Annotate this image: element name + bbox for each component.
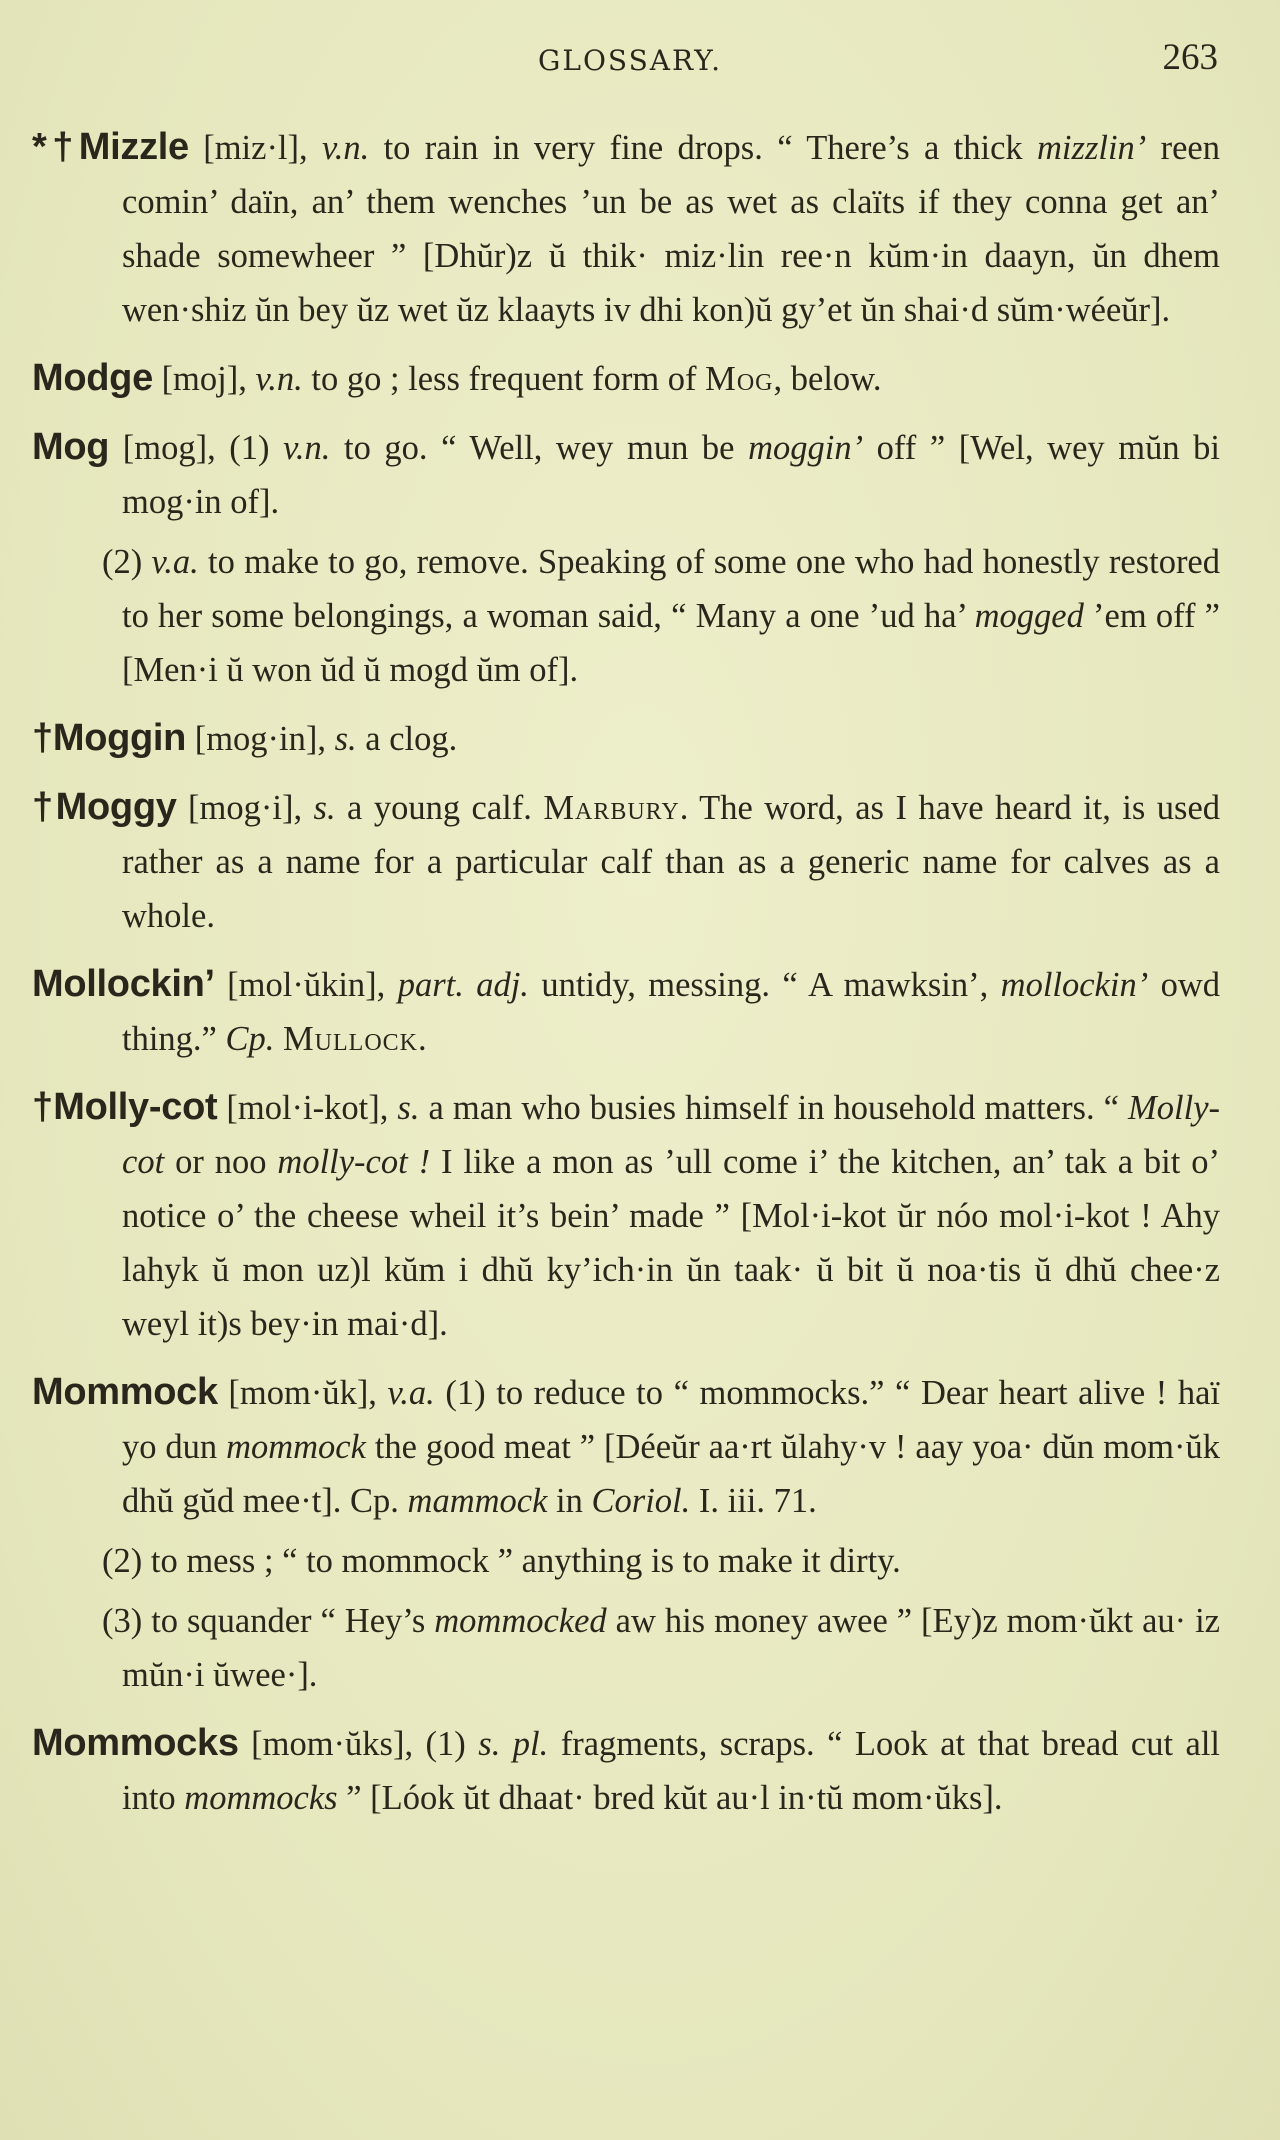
entry-text: [mol·ŭkin], — [214, 966, 398, 1004]
entry-text: untidy, messing. “ A mawksin’, — [528, 966, 1001, 1004]
cross-reference: Marbury — [543, 789, 680, 827]
entry-text: owd thing.” — [122, 966, 1221, 1058]
cross-reference: Mullock — [283, 1020, 419, 1058]
glossary-entries — [32, 120, 1220, 1839]
italic-text: mogged — [974, 597, 1084, 635]
italic-text: mammock — [407, 1482, 548, 1520]
entry-headword: Modge — [32, 357, 153, 399]
italic-text: Cp. — [225, 1020, 275, 1058]
entry-text: (2) to mess ; “ to mommock ” anything is to make it dirty. — [102, 1542, 901, 1580]
entry-headword: *†Mizzle — [32, 126, 189, 168]
entry-text: . — [418, 1020, 427, 1058]
entry-text: a man who busies himself in household matters. “ — [419, 1089, 1129, 1127]
entry-text: ’em off ” [Men·i ŭ won ŭd ŭ mogd ŭm of]. — [122, 597, 1220, 689]
entry-text: to make to go, remove. Speaking of some one who had honestly restored to her some belongings, a woman said, “ Many a one ’ud ha’ — [122, 543, 1220, 635]
italic-text: part. adj. — [397, 966, 529, 1004]
entry-text: reen comin’ daïn, an’ them wenches ’un be as wet as claïts if they conna get an’ shade somewheer ” [Dhŭr)z ŭ thik· miz·lin ree·n kŭm·in daayn, ŭn dhem wen·shiz ŭn bey ŭz wet ŭz klaayts iv dhi kon)ŭ gy’et ŭn shai·d sŭm·wéeŭr]. — [122, 129, 1220, 329]
running-title: GLOSSARY. — [538, 44, 723, 77]
entry-text: [mom·ŭk], — [217, 1374, 388, 1412]
entry-text: [mog·in], — [186, 720, 335, 758]
entry-text: [moj], — [152, 360, 256, 398]
glossary-entry — [32, 420, 1220, 529]
entry-text: to rain in very fine drops. “ There’s a thick — [369, 129, 1038, 167]
entry-text: a clog. — [356, 720, 458, 758]
entry-headword: Mog — [32, 426, 110, 468]
entry-headword: Mollockin’ — [32, 963, 215, 1005]
glossary-entry — [32, 1080, 1220, 1351]
glossary-sense — [32, 1594, 1220, 1702]
italic-text: s. — [397, 1089, 420, 1127]
glossary-entry — [32, 1365, 1220, 1528]
entry-headword: †Molly-cot — [32, 1086, 218, 1128]
entry-text: [mol·i-kot], — [217, 1089, 398, 1127]
entry-text: aw his money awee ” [Ey)z mom·ŭkt au· iz mŭn·i ŭwee·]. — [122, 1602, 1220, 1694]
entry-text: to go. “ Well, wey mun be — [330, 429, 749, 467]
italic-text: mollockin’ — [1000, 966, 1149, 1004]
page-number: 263 — [1162, 37, 1218, 78]
entry-text: I. iii. 71. — [690, 1482, 817, 1520]
glossary-entry — [32, 711, 1220, 766]
entry-text: ” [Lóok ŭt dhaat· bred kŭt au·l in·tŭ mom·ŭks]. — [337, 1779, 1003, 1817]
entry-text: a young calf. — [335, 789, 544, 827]
entry-text: (3) to squander “ Hey’s — [102, 1602, 435, 1640]
glossary-entry — [32, 957, 1220, 1066]
glossary-entry — [32, 351, 1220, 406]
italic-text: v.a. — [387, 1374, 435, 1412]
entry-text: , below. — [773, 360, 882, 398]
entry-text: to go ; less frequent form of — [302, 360, 706, 398]
italic-text: mommock — [226, 1428, 366, 1466]
entry-headword: Mommock — [32, 1371, 218, 1413]
italic-text: v.n. — [321, 129, 370, 167]
entry-text: [mom·ŭks], (1) — [238, 1725, 479, 1763]
glossary-entry — [32, 120, 1220, 337]
entry-text: (1) to reduce to “ mommocks.” “ Dear heart alive ! haï yo dun — [122, 1374, 1221, 1466]
glossary-sense — [32, 1534, 1220, 1588]
entry-text: [mog], (1) — [109, 429, 284, 467]
italic-text: moggin’ — [748, 429, 864, 467]
entry-text: . The word, as I have heard it, is used rather as a name for a particular calf than as a generic name for calves as a whole. — [122, 789, 1221, 935]
italic-text: molly-cot ! — [277, 1143, 431, 1181]
glossary-entry — [32, 1716, 1220, 1825]
italic-text: Coriol. — [591, 1482, 691, 1520]
entry-text: [miz·l], — [188, 129, 322, 167]
italic-text: mizzlin’ — [1037, 129, 1147, 167]
glossary-sense — [32, 535, 1220, 697]
entry-text: in — [547, 1482, 592, 1520]
entry-text: [mog·i], — [176, 789, 314, 827]
running-head — [0, 34, 1280, 84]
entry-text: the good meat ” [Déeŭr aa·rt ŭlahy·v ! aay yoa· dŭn mom·ŭk dhŭ gŭd mee·t]. Cp. — [122, 1428, 1220, 1520]
italic-text: mommocked — [434, 1602, 607, 1640]
entry-headword: †Moggin — [32, 717, 187, 759]
entry-text — [274, 1020, 283, 1058]
italic-text: s. — [313, 789, 336, 827]
entry-text: I like a mon as ’ull come i’ the kitchen, an’ tak a bit o’ notice o’ the cheese wheil it’s bein’ made ” [Mol·i-kot ŭr nóo mol·i-kot ! Ahy lahyk ŭ mon uz)l kŭm i dhŭ ky’ich·in ŭn taak· ŭ bit ŭ noa·tis ŭ dhŭ chee·z weyl it)s bey·in mai·d]. — [122, 1143, 1221, 1343]
italic-text: v.n. — [283, 429, 331, 467]
italic-text: s. pl. — [478, 1725, 549, 1763]
italic-text: v.a. — [151, 543, 199, 581]
entry-headword: Mommocks — [32, 1722, 239, 1764]
italic-text: s. — [334, 720, 357, 758]
italic-text: Molly-cot — [122, 1089, 1221, 1181]
entry-headword: †Moggy — [32, 786, 177, 828]
entry-text: (2) — [102, 543, 152, 581]
italic-text: mommocks — [184, 1779, 338, 1817]
cross-reference: Mog — [705, 360, 774, 398]
entry-text: off ” [Wel, wey mŭn bi mog·in of]. — [122, 429, 1221, 521]
entry-text: fragments, scraps. “ Look at that bread cut all into — [122, 1725, 1220, 1817]
glossary-entry — [32, 780, 1220, 943]
italic-text: v.n. — [255, 360, 303, 398]
entry-text: or noo — [164, 1143, 278, 1181]
